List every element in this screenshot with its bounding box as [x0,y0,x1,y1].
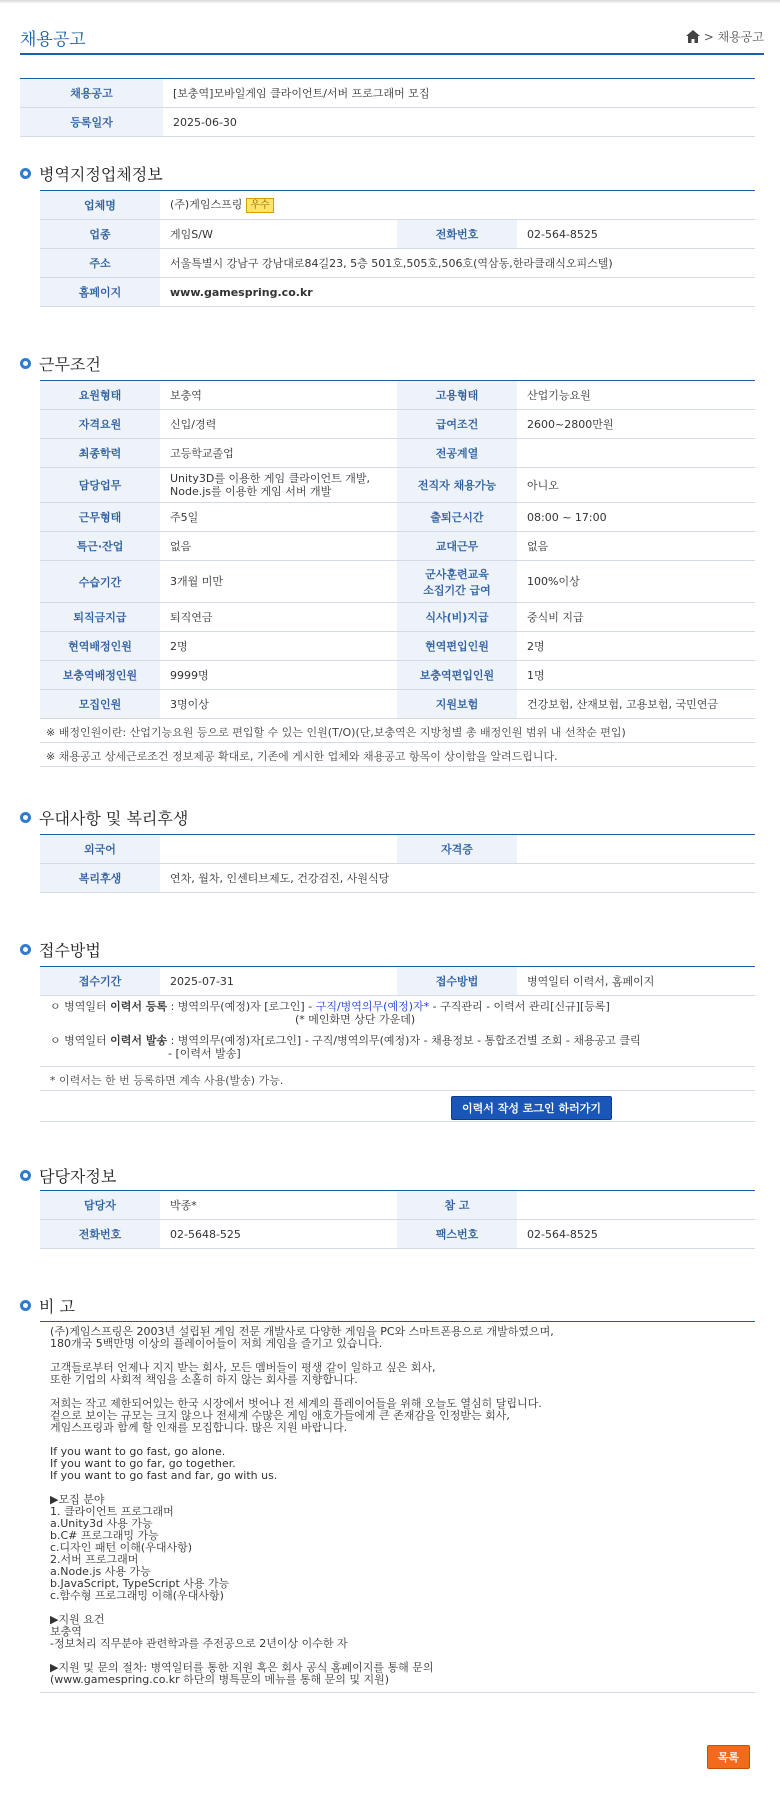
work-value-left: 3개월 미만 [160,561,397,603]
work-row [40,690,755,719]
work-label-right: 전직자 채용가능 [397,468,517,503]
work-value-right: 아니오 [517,468,755,503]
address-label: 주소 [40,249,160,278]
section-bullet-icon [20,168,31,179]
company-phone-label: 전화번호 [397,220,517,249]
work-label-left: 퇴직금지급 [40,603,160,632]
company-section-heading [20,162,163,185]
work-row [40,632,755,661]
home-icon[interactable] [686,30,700,43]
posting-title-value: [보충역]모바일게임 클라이언트/서버 프로그래머 모집 [163,79,755,108]
work-value-right: 100%이상 [517,561,755,603]
work-label-right: 고용형태 [397,381,517,410]
remarks-info [40,1321,755,1693]
remarks-section-title: 비 고 [39,1297,75,1316]
work-value-left: 주5일 [160,503,397,532]
posting-title-row [20,79,755,108]
work-label-right: 급여조건 [397,410,517,439]
work-row [40,503,755,532]
info-note: ※ 채용공고 상세근로조건 정보제공 확대로, 기존에 게시한 업체와 채용공고 항목이 상이함을 알려드립니다. [40,743,755,767]
register-mid: : 병역의무(예정)자 [로그인] - [167,1000,316,1013]
company-info [40,190,755,307]
language-label: 외국어 [40,835,160,864]
benefits-section-title: 우대사항 및 복리후생 [39,809,189,828]
work-value-right [517,439,755,468]
assignment-note: ※ 배정인원이란: 산업기능요원 등으로 편입할 수 있는 인원(T/O)(단,보충역은 지방청별 총 배정인원 범위 내 선착순 편입) [40,719,755,743]
homepage-label: 홈페이지 [40,278,160,307]
register-prefix: ㅇ 병역일터 [50,1000,111,1013]
company-name-label: 업체명 [40,191,160,220]
work-label-left: 현역배정인원 [40,632,160,661]
resume-register-guide [40,996,755,1026]
send-rest: : 병역의무(예정)자[로그인] - 구직/병역의무(예정)자 - 채용정보 - 통합조건별 조회 - 채용공고 클릭 [167,1034,641,1047]
work-value-right: 중식비 지급 [517,603,755,632]
section-bullet-icon [20,944,31,955]
jobseeker-link[interactable]: 구직/병역의무(예정)자* [315,1000,430,1013]
register-rest: - 구직관리 - 이력서 관리[신규][등록] [429,1000,610,1013]
apply-section-heading [20,938,101,961]
work-label-right: 군사훈련교육 소집기간 급여 [397,561,517,603]
excellent-badge: 우수 [246,198,273,213]
company-section-title: 병역지정업체정보 [39,165,163,184]
work-value-left: 신입/경력 [160,410,397,439]
apply-info [40,966,755,1122]
page-title: 채용공고 [20,30,86,50]
reference-value [517,1191,755,1220]
send-bold: 이력서 발송 [110,1034,168,1047]
work-value-left: 3명이상 [160,690,397,719]
breadcrumb-label: > 채용공고 [703,30,764,44]
section-bullet-icon [20,1170,31,1181]
reference-label: 참 고 [397,1191,517,1220]
work-value-left: 보충역 [160,381,397,410]
work-row [40,532,755,561]
send-prefix: ㅇ 병역일터 [50,1034,111,1047]
work-value-left: 2명 [160,632,397,661]
work-row [40,661,755,690]
address-value: 서울특별시 강남구 강남대로84길23, 5층 501호,505호,506호(역삼동,한라클래식오피스텔) [160,249,755,278]
section-bullet-icon [20,812,31,823]
person-value: 박종* [160,1191,397,1220]
work-value-right: 1명 [517,661,755,690]
reuse-note: * 이력서는 한 번 등록하면 계속 사용(발송) 가능. [40,1067,755,1091]
method-value: 병역일터 이력서, 홈페이지 [517,967,755,996]
homepage-link[interactable]: www.gamespring.co.kr [160,278,755,307]
remarks-section-heading [20,1294,75,1317]
work-label-right: 현역편입인원 [397,632,517,661]
work-value-right: 산업기능요원 [517,381,755,410]
certificate-value [517,835,755,864]
work-value-right: 08:00 ~ 17:00 [517,503,755,532]
work-row [40,603,755,632]
posting-date-label: 등록일자 [20,108,163,137]
contact-section-heading [20,1164,116,1187]
person-label: 담당자 [40,1191,160,1220]
work-row [40,410,755,439]
work-label-left: 보충역배정인원 [40,661,160,690]
period-value: 2025-07-31 [160,967,397,996]
work-row [40,561,755,603]
apply-section-title: 접수방법 [39,941,101,960]
work-section-heading [20,352,101,375]
period-label: 접수기간 [40,967,160,996]
section-bullet-icon [20,358,31,369]
work-row [40,439,755,468]
benefits-info [40,834,755,893]
language-value [160,835,397,864]
work-value-left: 퇴직연금 [160,603,397,632]
work-section-title: 근무조건 [39,355,101,374]
method-label: 접수방법 [397,967,517,996]
work-value-right: 2600~2800만원 [517,410,755,439]
work-label-right: 보충역편입인원 [397,661,517,690]
posting-info [20,78,755,137]
work-label-left: 특근·잔업 [40,532,160,561]
work-label-right: 전공계열 [397,439,517,468]
industry-value: 게임S/W [160,220,397,249]
certificate-label: 자격증 [397,835,517,864]
work-row [40,381,755,410]
work-label-left: 담당업무 [40,468,160,503]
fax-label: 팩스번호 [397,1220,517,1249]
work-value-right: 건강보험, 산재보험, 고용보험, 국민연금 [517,690,755,719]
work-value-left: Unity3D를 이용한 게임 클라이언트 개발, Node.js를 이용한 게임 서버 개발 [160,468,397,503]
work-label-left: 모집인원 [40,690,160,719]
contact-phone-label: 전화번호 [40,1220,160,1249]
work-label-right: 지원보험 [397,690,517,719]
fax-value: 02-564-8525 [517,1220,755,1249]
resume-send-guide [40,1026,755,1067]
work-label-left: 수습기간 [40,561,160,603]
contact-section-title: 담당자정보 [39,1167,117,1186]
posting-title-label: 채용공고 [20,79,163,108]
section-bullet-icon [20,1300,31,1311]
register-note: (* 메인화면 상단 가운데) [295,1013,416,1026]
breadcrumb [686,28,764,45]
welfare-value: 연차, 월차, 인센티브제도, 건강검진, 사원식당 [160,864,755,893]
welfare-label: 복리후생 [40,864,160,893]
contact-phone-value: 02-5648-525 [160,1220,397,1249]
work-label-right: 식사(비)지급 [397,603,517,632]
work-label-right: 출퇴근시간 [397,503,517,532]
work-value-right: 2명 [517,632,755,661]
posting-date-value: 2025-06-30 [163,108,755,137]
work-label-right: 교대근무 [397,532,517,561]
work-value-left: 9999명 [160,661,397,690]
remarks-text: (주)게임스프링은 2003년 설립된 게임 전문 개발사로 다양한 게임을 PC와 스마트폰용으로 개발하였으며, 180개국 5백만명 이상의 플레이어들이 저희 게임을 즐기고 있습니다. 고객들로부터 언제나 지지 받는 회사, 모든 멤버들이 평생 같이 일하고 싶은 회사, 또한 기업의 사회적 책임을 소홀히 하지 않는 회사를 지향합니다. 저희는 작고 제한되어있는 한국 시장에서 벗어나 전 세계의 플레이어들을 위해 오늘도 열심히 달립니다. 겉으로 보이는 규모는 크지 않으나 전세계 수많은 게임 애호가들에게 큰 존재감을 인정받는 회사, 게임스프링과 함께 할 인재를 모집합니다. 많은 지원 바랍니다. If you want to go fast, go alone. If you want to go far, go together. If you want to go fast and far, go with us. ▶모집 분야 1. 클라이언트 프로그래머 a.Unity3d 사용 가능 b.C# 프로그래밍 가능 c.디자인 패턴 이해(우대사항) 2.서버 프로그래머 a.Node.js 사용 가능 b.JavaScript, TypeScript 사용 가능 c.함수형 프로그래밍 이해(우대사항) ▶지원 요건 보충역 -정보처리 직무분야 관련학과를 주전공으로 2년이상 이수한 자 ▶지원 및 문의 절차: 병역일터를 통한 지원 혹은 회사 공식 홈페이지를 통해 문의 (www.gamespring.co.kr 하단의 병특문의 메뉴를 통해 문의 및 지원) [40,1322,755,1693]
resume-login-button[interactable]: 이력서 작성 로그인 하러가기 [451,1096,612,1120]
work-label-left: 자격요원 [40,410,160,439]
industry-label: 업종 [40,220,160,249]
work-value-right: 없음 [517,532,755,561]
contact-info [40,1190,755,1249]
work-label-left: 최종학력 [40,439,160,468]
posting-date-row [20,108,755,137]
company-phone-value: 02-564-8525 [517,220,755,249]
company-name-cell [160,191,755,220]
register-bold: 이력서 등록 [110,1000,168,1013]
login-button-row [40,1091,755,1122]
work-conditions [40,380,755,767]
benefits-section-heading [20,806,188,829]
list-button[interactable]: 목록 [707,1745,750,1769]
company-name-value: (주)게임스프링 [170,197,243,211]
work-label-left: 근무형태 [40,503,160,532]
work-label-left: 요원형태 [40,381,160,410]
work-row [40,468,755,503]
work-value-left: 고등학교졸업 [160,439,397,468]
page-header [20,3,764,55]
work-value-left: 없음 [160,532,397,561]
send-note: - [이력서 발송] [168,1047,241,1060]
